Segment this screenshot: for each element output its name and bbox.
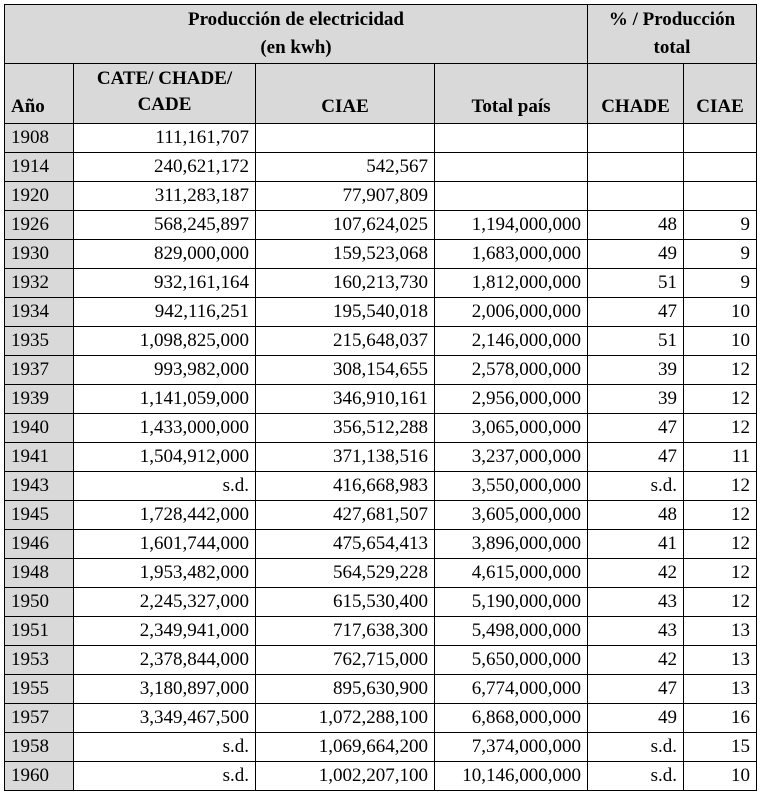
cell-year: 1941: [5, 443, 74, 472]
cell-cade: 1,141,059,000: [74, 385, 256, 414]
header-ciae: CIAE: [256, 64, 435, 124]
header-pct-ciae: CIAE: [684, 64, 757, 124]
table-row: [5, 762, 757, 791]
header-percent-group: [588, 5, 757, 64]
cell-year: 1943: [5, 472, 74, 501]
table-container: [4, 4, 757, 791]
cell-total: [435, 124, 588, 153]
cell-ciae: 717,638,300: [256, 617, 435, 646]
cell-total: 10,146,000,000: [435, 762, 588, 791]
table-row: [5, 704, 757, 733]
cell-pct-chade: 39: [588, 356, 684, 385]
table-row: [5, 269, 757, 298]
cell-pct-ciae: 15: [684, 733, 757, 762]
cell-year: 1960: [5, 762, 74, 791]
cell-total: [435, 182, 588, 211]
cell-ciae: 356,512,288: [256, 414, 435, 443]
cell-ciae: 215,648,037: [256, 327, 435, 356]
cell-ciae: 308,154,655: [256, 356, 435, 385]
cell-cade: 3,180,897,000: [74, 675, 256, 704]
cell-pct-ciae: 11: [684, 443, 757, 472]
cell-ciae: 77,907,809: [256, 182, 435, 211]
cell-year: 1930: [5, 240, 74, 269]
cell-cade: 240,621,172: [74, 153, 256, 182]
cell-cade: s.d.: [74, 733, 256, 762]
cell-pct-ciae: 9: [684, 240, 757, 269]
cell-ciae: 416,668,983: [256, 472, 435, 501]
cell-cade: 1,098,825,000: [74, 327, 256, 356]
table-row: [5, 153, 757, 182]
table-row: [5, 530, 757, 559]
cell-pct-chade: 47: [588, 675, 684, 704]
cell-pct-ciae: 12: [684, 588, 757, 617]
header-cade-line2: CADE: [137, 94, 192, 115]
cell-total: [435, 153, 588, 182]
cell-ciae: 371,138,516: [256, 443, 435, 472]
header-production-line2: (en kwh): [260, 37, 332, 58]
cell-cade: 993,982,000: [74, 356, 256, 385]
cell-cade: 2,349,941,000: [74, 617, 256, 646]
cell-ciae: 762,715,000: [256, 646, 435, 675]
cell-total: 5,498,000,000: [435, 617, 588, 646]
cell-total: 3,237,000,000: [435, 443, 588, 472]
cell-ciae: 427,681,507: [256, 501, 435, 530]
header-percent-line1: % / Producción: [608, 9, 736, 30]
cell-pct-chade: s.d.: [588, 762, 684, 791]
cell-cade: s.d.: [74, 472, 256, 501]
cell-pct-chade: 47: [588, 298, 684, 327]
table-row: [5, 733, 757, 762]
table-row: [5, 414, 757, 443]
cell-pct-chade: [588, 182, 684, 211]
cell-year: 1955: [5, 675, 74, 704]
cell-ciae: 475,654,413: [256, 530, 435, 559]
cell-pct-chade: [588, 153, 684, 182]
cell-pct-chade: 48: [588, 501, 684, 530]
cell-year: 1957: [5, 704, 74, 733]
cell-pct-ciae: 12: [684, 385, 757, 414]
cell-year: 1948: [5, 559, 74, 588]
cell-ciae: 195,540,018: [256, 298, 435, 327]
cell-year: 1951: [5, 617, 74, 646]
cell-pct-ciae: 12: [684, 414, 757, 443]
cell-pct-chade: 43: [588, 617, 684, 646]
cell-cade: 1,953,482,000: [74, 559, 256, 588]
cell-cade: 1,504,912,000: [74, 443, 256, 472]
cell-year: 1958: [5, 733, 74, 762]
cell-ciae: 542,567: [256, 153, 435, 182]
cell-cade: 829,000,000: [74, 240, 256, 269]
cell-ciae: 159,523,068: [256, 240, 435, 269]
table-row: [5, 617, 757, 646]
cell-year: 1932: [5, 269, 74, 298]
table-row: [5, 240, 757, 269]
cell-pct-chade: 39: [588, 385, 684, 414]
cell-pct-ciae: 10: [684, 762, 757, 791]
cell-year: 1940: [5, 414, 74, 443]
cell-pct-ciae: 13: [684, 675, 757, 704]
cell-pct-chade: 42: [588, 559, 684, 588]
cell-total: 6,868,000,000: [435, 704, 588, 733]
header-row-columns: [5, 64, 757, 124]
cell-year: 1908: [5, 124, 74, 153]
cell-cade: 1,728,442,000: [74, 501, 256, 530]
cell-ciae: 107,624,025: [256, 211, 435, 240]
cell-total: 3,065,000,000: [435, 414, 588, 443]
cell-pct-ciae: 12: [684, 356, 757, 385]
table-row: [5, 356, 757, 385]
cell-ciae: 1,072,288,100: [256, 704, 435, 733]
cell-pct-chade: 49: [588, 704, 684, 733]
header-year: Año: [5, 64, 74, 124]
cell-pct-ciae: 12: [684, 530, 757, 559]
cell-pct-ciae: 13: [684, 617, 757, 646]
table-row: [5, 124, 757, 153]
cell-pct-ciae: 12: [684, 472, 757, 501]
table-row: [5, 385, 757, 414]
cell-pct-ciae: [684, 124, 757, 153]
cell-year: 1945: [5, 501, 74, 530]
cell-pct-chade: 49: [588, 240, 684, 269]
cell-year: 1926: [5, 211, 74, 240]
cell-ciae: 1,002,207,100: [256, 762, 435, 791]
table-row: [5, 501, 757, 530]
header-total: Total país: [435, 64, 588, 124]
cell-pct-ciae: 16: [684, 704, 757, 733]
table-row: [5, 211, 757, 240]
cell-cade: 1,601,744,000: [74, 530, 256, 559]
cell-cade: 3,349,467,500: [74, 704, 256, 733]
cell-total: 3,550,000,000: [435, 472, 588, 501]
cell-cade: 2,378,844,000: [74, 646, 256, 675]
table-row: [5, 443, 757, 472]
cell-pct-chade: 48: [588, 211, 684, 240]
table-row: [5, 646, 757, 675]
cell-year: 1937: [5, 356, 74, 385]
cell-ciae: 160,213,730: [256, 269, 435, 298]
cell-total: 7,374,000,000: [435, 733, 588, 762]
table-body: [5, 124, 757, 791]
cell-year: 1914: [5, 153, 74, 182]
table-row: [5, 327, 757, 356]
cell-pct-ciae: 12: [684, 559, 757, 588]
cell-total: 3,896,000,000: [435, 530, 588, 559]
cell-cade: s.d.: [74, 762, 256, 791]
cell-total: 3,605,000,000: [435, 501, 588, 530]
cell-cade: 942,116,251: [74, 298, 256, 327]
cell-pct-chade: 47: [588, 443, 684, 472]
cell-year: 1935: [5, 327, 74, 356]
header-production-group: [5, 5, 588, 64]
cell-year: 1934: [5, 298, 74, 327]
table-row: [5, 559, 757, 588]
cell-ciae: 615,530,400: [256, 588, 435, 617]
cell-cade: 311,283,187: [74, 182, 256, 211]
header-pct-chade: CHADE: [588, 64, 684, 124]
cell-total: 5,190,000,000: [435, 588, 588, 617]
table-row: [5, 675, 757, 704]
cell-pct-chade: s.d.: [588, 472, 684, 501]
cell-cade: 1,433,000,000: [74, 414, 256, 443]
cell-total: 2,006,000,000: [435, 298, 588, 327]
cell-ciae: 564,529,228: [256, 559, 435, 588]
header-cade: [74, 64, 256, 124]
table-row: [5, 472, 757, 501]
cell-pct-chade: 51: [588, 327, 684, 356]
cell-total: 6,774,000,000: [435, 675, 588, 704]
cell-cade: 2,245,327,000: [74, 588, 256, 617]
cell-total: 2,578,000,000: [435, 356, 588, 385]
header-cade-line1: CATE/ CHADE/: [96, 68, 233, 89]
cell-pct-chade: 47: [588, 414, 684, 443]
electricity-production-table: [4, 4, 757, 791]
cell-year: 1946: [5, 530, 74, 559]
cell-ciae: [256, 124, 435, 153]
cell-pct-chade: 42: [588, 646, 684, 675]
cell-pct-chade: [588, 124, 684, 153]
cell-pct-chade: 43: [588, 588, 684, 617]
cell-pct-ciae: [684, 153, 757, 182]
header-production-line1: Producción de electricidad: [187, 9, 404, 30]
cell-pct-ciae: 13: [684, 646, 757, 675]
cell-pct-ciae: [684, 182, 757, 211]
cell-pct-ciae: 10: [684, 298, 757, 327]
cell-total: 2,956,000,000: [435, 385, 588, 414]
table-row: [5, 588, 757, 617]
cell-pct-ciae: 12: [684, 501, 757, 530]
cell-year: 1950: [5, 588, 74, 617]
cell-ciae: 895,630,900: [256, 675, 435, 704]
cell-pct-ciae: 9: [684, 211, 757, 240]
cell-total: 5,650,000,000: [435, 646, 588, 675]
cell-total: 1,812,000,000: [435, 269, 588, 298]
cell-pct-chade: s.d.: [588, 733, 684, 762]
cell-ciae: 346,910,161: [256, 385, 435, 414]
cell-pct-chade: 51: [588, 269, 684, 298]
table-row: [5, 298, 757, 327]
cell-total: 2,146,000,000: [435, 327, 588, 356]
header-row-group: [5, 5, 757, 64]
table-row: [5, 182, 757, 211]
cell-ciae: 1,069,664,200: [256, 733, 435, 762]
cell-total: 1,194,000,000: [435, 211, 588, 240]
cell-year: 1953: [5, 646, 74, 675]
header-percent-line2: total: [653, 37, 691, 58]
cell-cade: 111,161,707: [74, 124, 256, 153]
cell-total: 1,683,000,000: [435, 240, 588, 269]
cell-pct-ciae: 9: [684, 269, 757, 298]
cell-year: 1920: [5, 182, 74, 211]
cell-cade: 932,161,164: [74, 269, 256, 298]
cell-total: 4,615,000,000: [435, 559, 588, 588]
cell-pct-chade: 41: [588, 530, 684, 559]
cell-cade: 568,245,897: [74, 211, 256, 240]
cell-pct-ciae: 10: [684, 327, 757, 356]
cell-year: 1939: [5, 385, 74, 414]
